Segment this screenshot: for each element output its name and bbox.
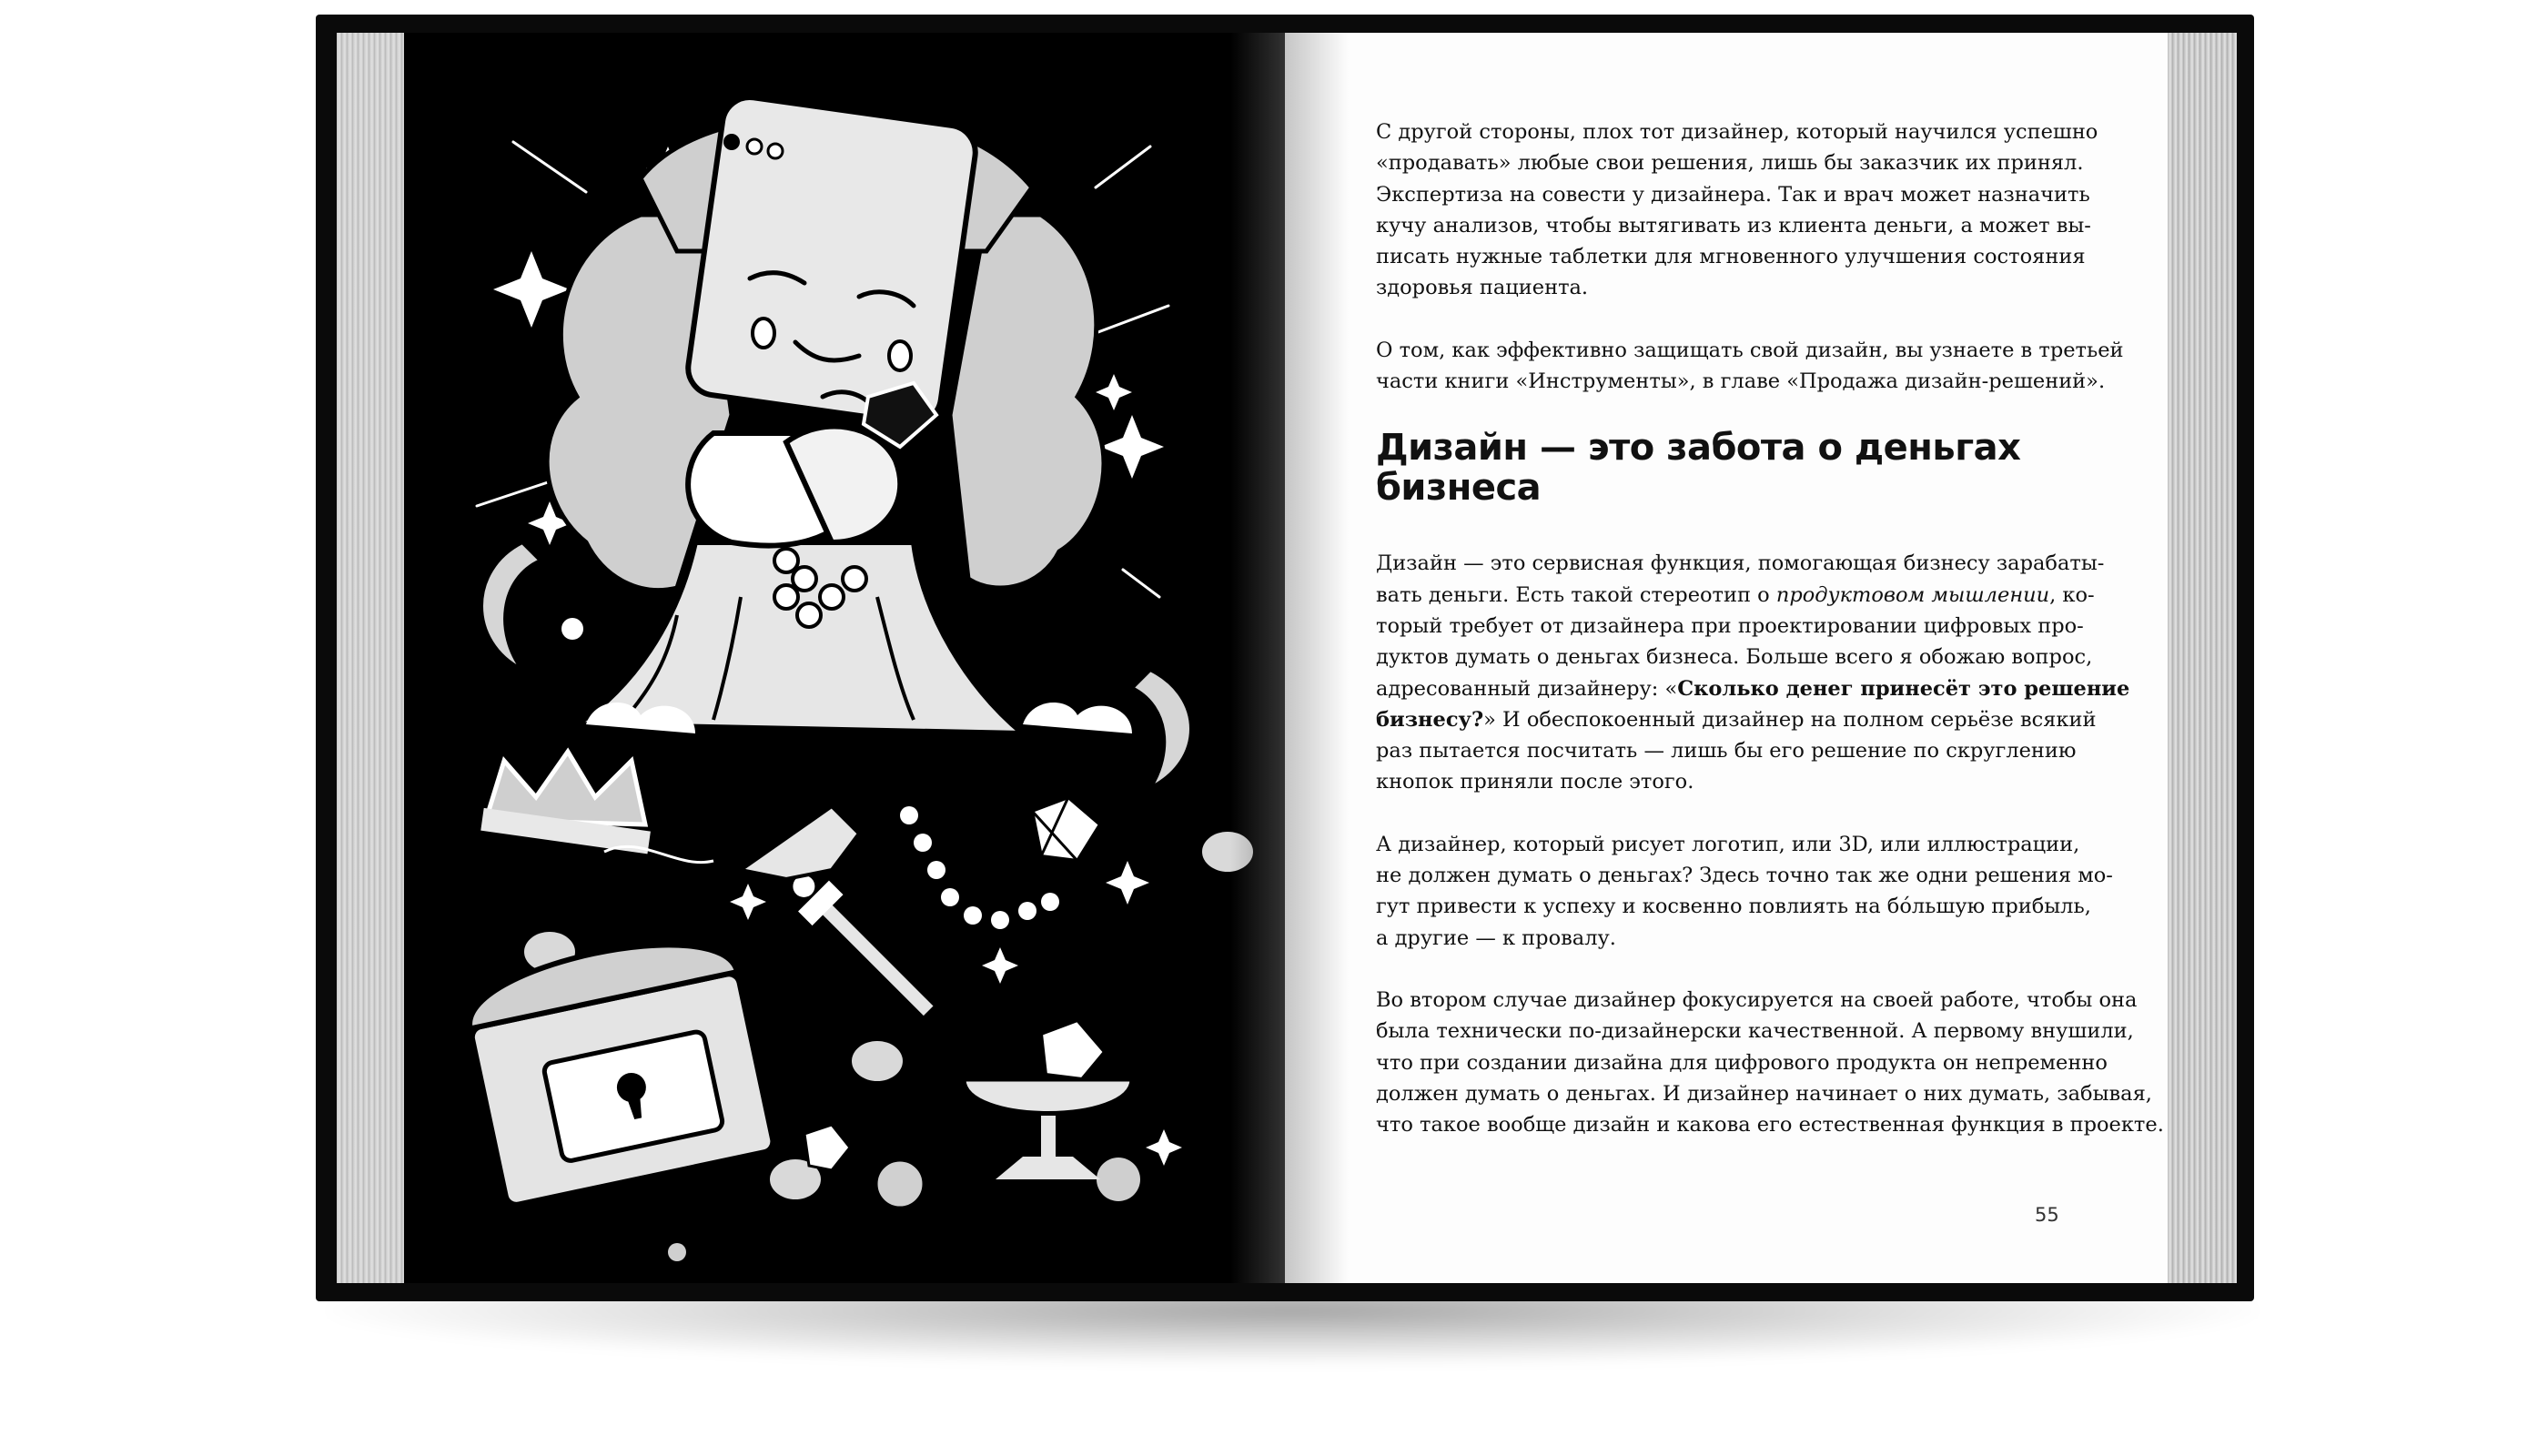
text-line: а другие — к провалу.	[1376, 925, 1616, 950]
emphasis-text: продуктовом мышлении	[1775, 582, 2050, 607]
text-line: кучу анализов, чтобы вытягивать из клиента деньги, а может вы-	[1376, 213, 2091, 238]
text-line	[1376, 580, 2095, 611]
text-line: должен думать о деньгах. И дизайнер начинает о них думать, забывая,	[1376, 1081, 2152, 1106]
text-line: писать нужные таблетки для мгновенного улучшения состояния	[1376, 245, 2086, 269]
text-line: А дизайнер, который рисует логотип, или 3D, или иллюстрации,	[1376, 832, 2080, 856]
heading-line: Дизайн — это забота о деньгах	[1376, 427, 2021, 470]
text-run: вать деньги. Есть такой стереотип о	[1376, 582, 1776, 607]
text-run: » И обеспокоенный дизайнер на полном серьёзе всякий	[1483, 707, 2097, 732]
paragraph-3	[1376, 548, 2130, 797]
text-line: О том, как эффективно защищать свой дизайн, вы узнаете в третьей	[1376, 338, 2124, 362]
text-line: Дизайн — это сервисная функция, помогающая бизнесу зарабаты-	[1376, 551, 2105, 576]
text-line: Экспертиза на совести у дизайнера. Так и врач может назначить	[1376, 182, 2090, 207]
text-line: «продавать» любые свои решения, лишь бы заказчик их принял.	[1376, 151, 2084, 176]
left-page	[404, 33, 1285, 1283]
page-edges-right	[2168, 33, 2237, 1283]
text-line: что такое вообще дизайн и какова его естественная функция в проекте.	[1376, 1113, 2164, 1138]
text-run: , ко-	[2049, 582, 2095, 607]
page-number: 55	[2035, 1204, 2059, 1226]
paragraph-5	[1376, 985, 2164, 1140]
text-line: дуктов думать о деньгах бизнеса. Больше всего я обожаю вопрос,	[1376, 645, 2093, 670]
text-column	[1376, 116, 2164, 1171]
text-line: не должен думать о деньгах? Здесь точно так же одни решения мо-	[1376, 864, 2113, 888]
bold-text: бизнесу?	[1376, 707, 1484, 732]
text-line	[1376, 704, 2095, 735]
left-gutter-shading	[1230, 33, 1285, 1283]
text-line: здоровья пациента.	[1376, 276, 1589, 300]
text-line: С другой стороны, плох тот дизайнер, который научился успешно	[1376, 120, 2098, 144]
text-line: что при создании дизайна для цифрового продукта он непременно	[1376, 1050, 2108, 1075]
right-gutter-shading	[1285, 33, 1349, 1283]
bold-text: Сколько денег принесёт это решение	[1677, 676, 2130, 701]
page-edges-left	[337, 33, 404, 1283]
right-page	[1285, 33, 2168, 1283]
text-line: была технически по-дизайнерски качественной. А первому внушили,	[1376, 1019, 2134, 1044]
text-line: Во втором случае дизайнер фокусируется на своей работе, чтобы она	[1376, 987, 2138, 1012]
paragraph-1	[1376, 116, 2098, 304]
section-heading	[1376, 428, 2095, 508]
text-line: гут привести к успеху и косвенно повлиять на бо́льшую прибыль,	[1376, 895, 2091, 919]
paragraph-2	[1376, 335, 2124, 398]
paragraph-4	[1376, 829, 2113, 954]
text-line: кнопок приняли после этого.	[1376, 770, 1694, 794]
text-line	[1376, 673, 2130, 704]
text-line: части книги «Инструменты», в главе «Продажа дизайн-решений».	[1376, 369, 2106, 394]
text-line: торый требует от дизайнера при проектировании цифровых про-	[1376, 613, 2084, 638]
illustration-icon	[404, 33, 1285, 1283]
text-run: адресованный дизайнеру: «	[1376, 676, 1678, 701]
text-line: раз пытается посчитать — лишь бы его решение по скруглению	[1376, 739, 2077, 763]
heading-line: бизнеса	[1376, 467, 1542, 510]
